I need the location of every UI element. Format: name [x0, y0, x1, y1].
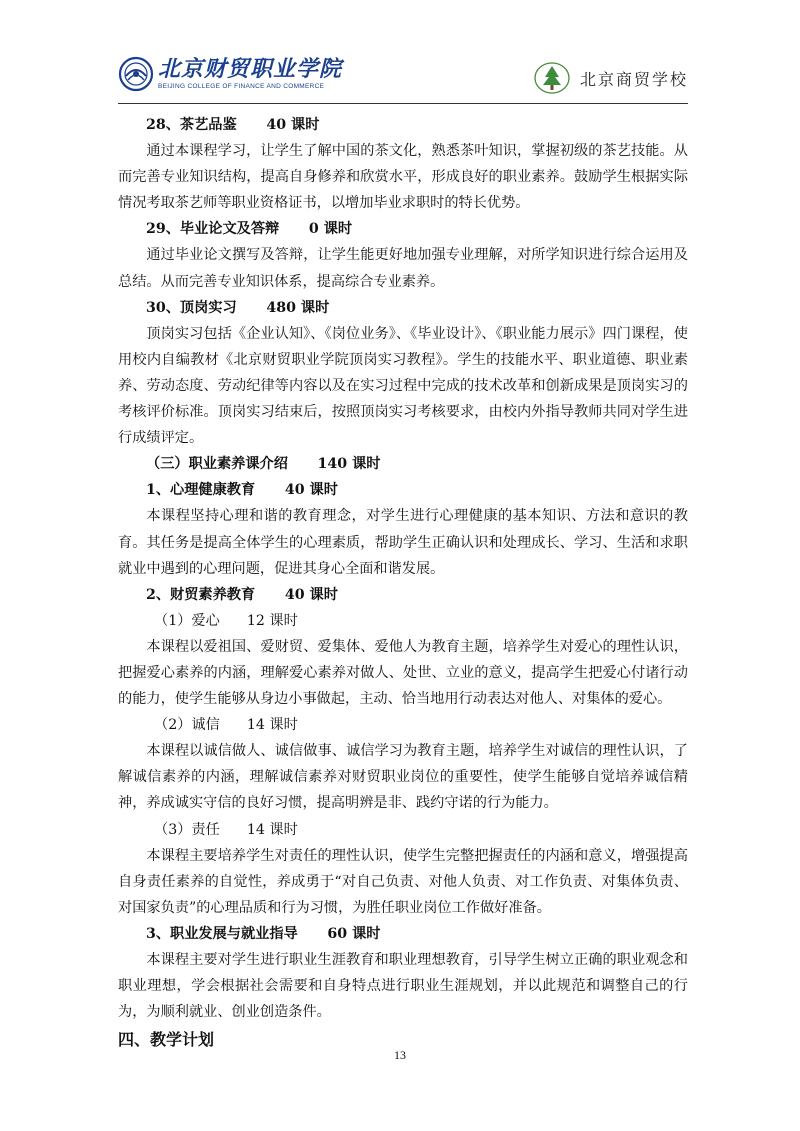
course-title: 3、职业发展与就业指导 [146, 925, 298, 942]
paragraph: 通过本课程学习，让学生了解中国的茶文化，熟悉茶叶知识，掌握初级的茶艺技能。从而完善专业知识结构，提高自身修养和欣赏水平，形成良好的职业素养。鼓励学生根据实际情况考取茶艺师等职业资格证书，以增加毕业求职时的特长优势。 [118, 143, 688, 212]
course-hours: 14 课时 [246, 821, 298, 838]
paragraph: 本课程主要对学生进行职业生涯教育和职业理想教育，引导学生树立正确的职业观念和职业理想，学会根据社会需要和自身特点进行职业生涯规划，并以此规范和调整自己的行为，为顺利就业、创业创造条件。 [118, 952, 688, 1021]
section-heading: 四、教学计划 [118, 1030, 215, 1050]
course-heading [118, 451, 688, 477]
course-hours: 0 课时 [308, 221, 353, 238]
course-hours: 60 课时 [327, 925, 381, 942]
course-heading [118, 817, 688, 843]
course-title: （3）责任 [154, 821, 220, 838]
course-title: （1）爱心 [154, 612, 220, 629]
course-title: 29、毕业论文及答辩 [146, 221, 280, 238]
course-hours: 40 课时 [284, 586, 338, 603]
tree-emblem-icon [534, 62, 570, 94]
course-hours: 140 课时 [317, 456, 381, 473]
course-heading [118, 295, 688, 321]
college-emblem-icon [118, 56, 154, 92]
paragraph: 顶岗实习包括《企业认知》、《岗位业务》、《毕业设计》、《职业能力展示》四门课程，使用校内自编教材《北京财贸职业学院顶岗实习教程》。学生的技能水平、职业道德、职业素养、劳动态度、劳动纪律等内容以及在实习过程中完成的技术改革和创新成果是顶岗实习的考核评价标准。顶岗实习结束后，按照顶岗实习考核要求，由校内外指导教师共同对学生进行成绩评定。 [118, 325, 688, 447]
college-name-cn: 北京财贸职业学院 [158, 56, 343, 82]
course-hours: 14 课时 [246, 717, 298, 734]
paragraph: 本课程以爱祖国、爱财贸、爱集体、爱他人为教育主题，培养学生对爱心的理性认识，把握爱心素养的内涵，理解爱心素养对做人、处世、立业的意义，提高学生把爱心付诸行动的能力，使学生能够从身边小事做起，主动、恰当地用行动表达对他人、对集体的爱心。 [118, 638, 688, 708]
header-divider [118, 103, 688, 104]
course-heading [118, 582, 688, 608]
course-heading [118, 216, 688, 242]
course-heading [118, 608, 688, 634]
course-hours: 480 课时 [266, 299, 330, 316]
course-hours: 12 课时 [246, 612, 298, 629]
course-title: 28、茶艺品鉴 [146, 117, 237, 133]
course-heading [118, 921, 688, 947]
paragraph: 本课程坚持心理和谐的教育理念，对学生进行心理健康的基本知识、方法和意识的教育。其任务是提高全体学生的心理素质，帮助学生正确认识和处理成长、学习、生活和求职就业中遇到的心理问题，促进其身心全面和谐发展。 [118, 508, 688, 577]
school-name: 北京商贸学校 [579, 69, 688, 89]
course-hours: 40 课时 [284, 482, 338, 499]
course-heading [118, 112, 688, 138]
page-number: 13 [394, 1048, 406, 1062]
paragraph: 本课程以诚信做人、诚信做事、诚信学习为教育主题，培养学生对诚信的理性认识，了解诚信素养的内涵，理解诚信素养对财贸职业岗位的重要性，使学生能够自觉培养诚信精神，养成诚实守信的良好习惯，提高明辨是非、践约守诺的行为能力。 [118, 743, 688, 812]
paragraph: 本课程主要培养学生对责任的理性认识，使学生完整把握责任的内涵和意义，增强提高自身责任素养的自觉性，养成勇于“对自己负责、对他人负责、对工作负责、对集体负责、对国家负责”的心理品质和行为习惯，为胜任职业岗位工作做好准备。 [118, 847, 688, 916]
course-heading [118, 712, 688, 738]
page-header [118, 52, 688, 104]
paragraph: 通过毕业论文撰写及答辩，让学生能更好地加强专业理解，对所学知识进行综合运用及总结。从而完善专业知识体系，提高综合专业素养。 [118, 247, 688, 290]
college-name-en: BEIJING COLLEGE OF FINANCE AND COMMERCE [158, 83, 325, 90]
course-title: 2、财贸素养教育 [146, 586, 256, 603]
course-title: 1、心理健康教育 [146, 482, 256, 499]
course-title: （三）职业素养课介绍 [146, 456, 288, 473]
course-hours: 40 课时 [266, 117, 320, 133]
course-heading [118, 477, 688, 503]
course-title: （2）诚信 [154, 717, 220, 734]
course-title: 30、顶岗实习 [146, 299, 237, 316]
document-body [118, 112, 688, 1055]
college-logo [118, 56, 342, 92]
